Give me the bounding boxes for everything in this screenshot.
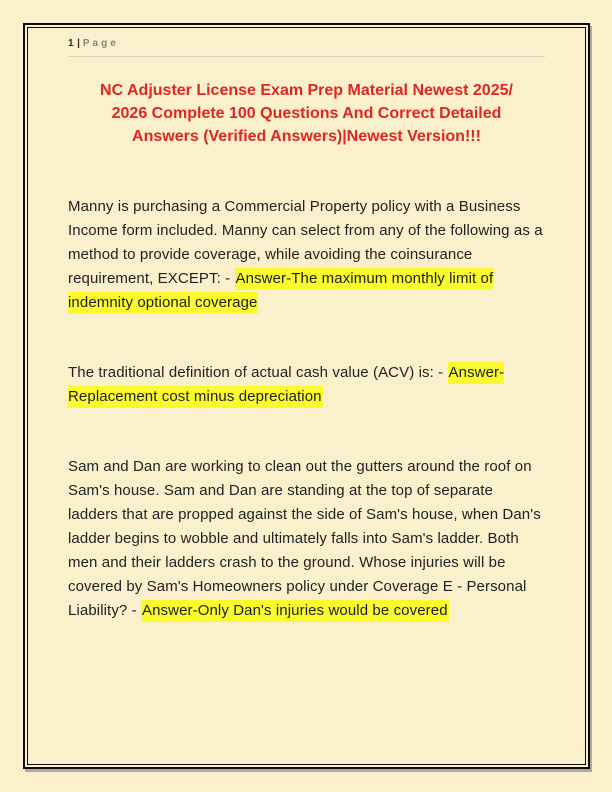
document-title	[68, 79, 545, 148]
page-number: 1	[68, 38, 75, 49]
title-line-3: Answers (Verified Answers)|Newest Version!!!	[132, 128, 481, 145]
title-line-2: 2026 Complete 100 Questions And Correct Detailed	[111, 105, 502, 122]
document-page	[23, 23, 590, 769]
page-content-area	[25, 25, 588, 767]
question-2-text: The traditional definition of actual cash value (ACV) is: -	[68, 364, 448, 381]
question-2-highlighted-answer: Answer-Replacement cost minus depreciation	[68, 362, 504, 408]
header-separator: |	[77, 38, 80, 49]
page-word: Page	[82, 38, 119, 49]
question-3-text: Sam and Dan are working to clean out the gutters around the roof on Sam's house. Sam and Dan are standing at the top of separate ladders that are propped against the side of Sam's house, when Dan's ladder begins to wobble and ultimately falls into Sam's ladder. Both men and their ladders crash to the ground. Whose injuries will be covered by Sam's Homeowners policy under Coverage E - Personal Liability? -	[68, 458, 541, 619]
question-1-highlighted-answer: Answer-The maximum monthly limit of indemnity optional coverage	[68, 268, 493, 314]
question-3-highlighted-answer: Answer-Only Dan's injuries would be covered	[141, 600, 449, 622]
title-line-1: NC Adjuster License Exam Prep Material Newest 2025/	[100, 82, 513, 99]
question-list	[68, 195, 545, 623]
question-1-text: Manny is purchasing a Commercial Property policy with a Business Income form included. Manny can select from any of the following as a method to provide coverage, while avoiding the coinsurance requirement, EXCEPT: -	[68, 198, 543, 287]
question-1-paragraph	[68, 195, 545, 315]
question-3-paragraph	[68, 455, 545, 623]
question-2-paragraph	[68, 361, 545, 409]
page-header	[68, 32, 545, 57]
